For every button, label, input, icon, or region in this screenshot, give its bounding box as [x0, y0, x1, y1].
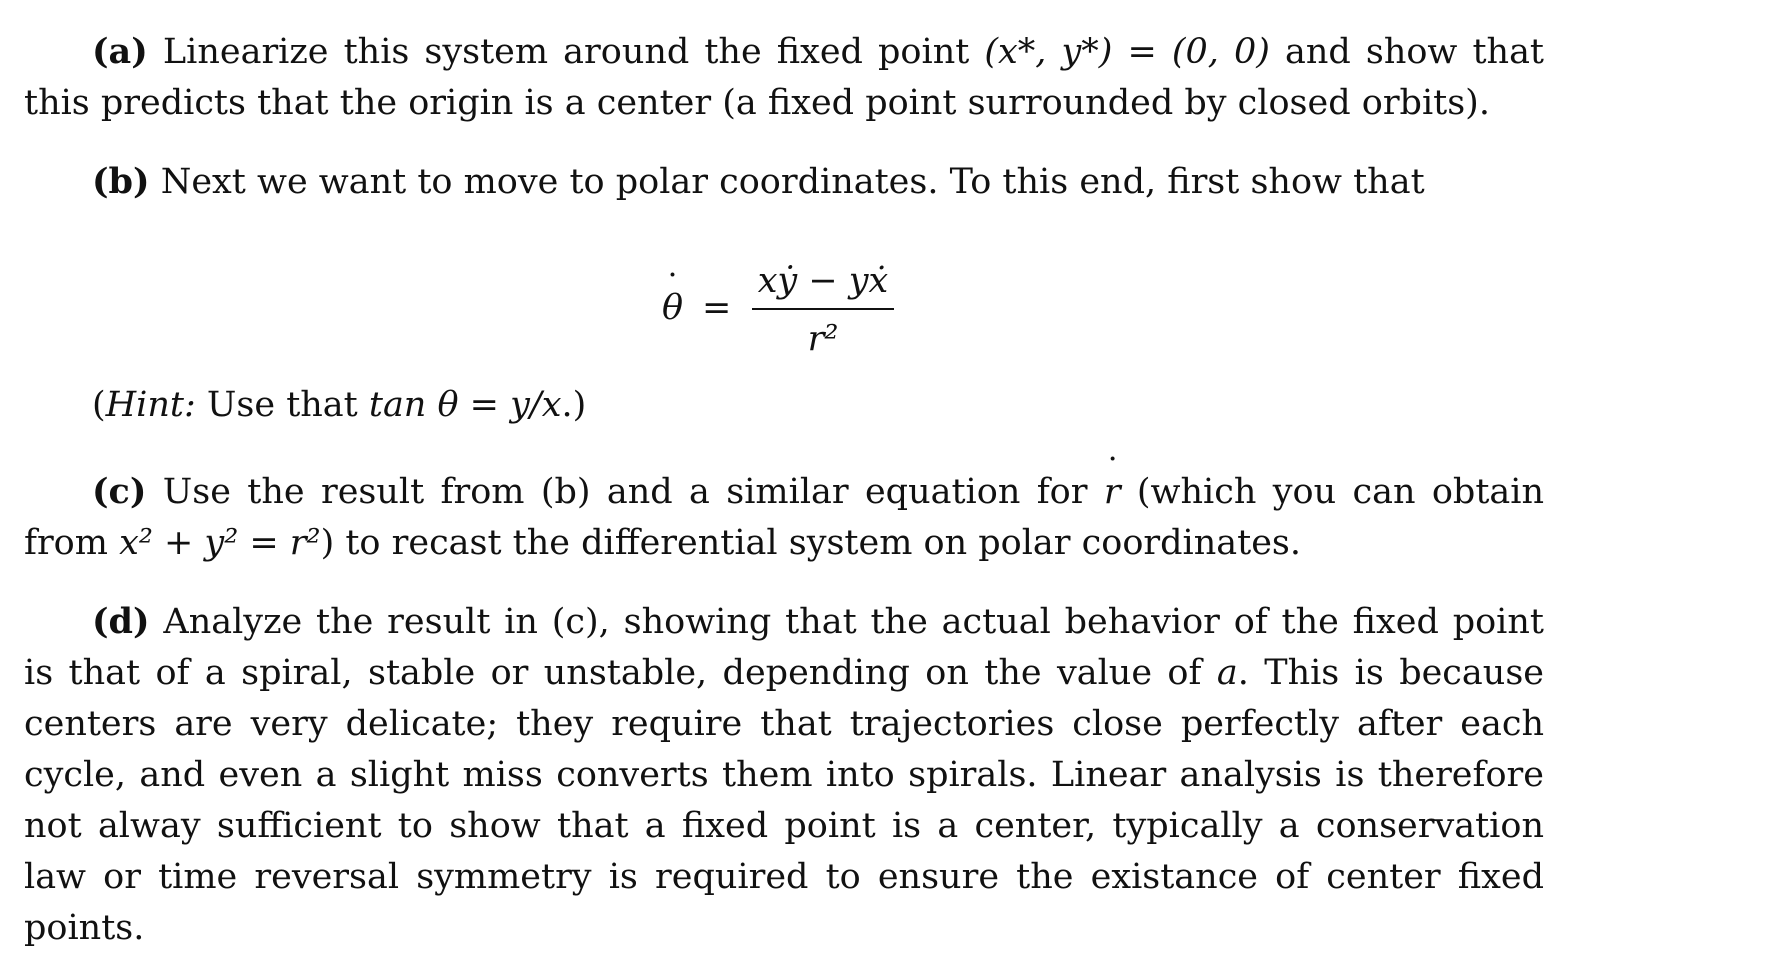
hint-close: .)	[561, 385, 587, 425]
part-d-label: (d)	[92, 601, 150, 642]
part-c-paragraph	[24, 466, 1544, 569]
part-d-text-1: Analyze the result in (c), showing that the actual behavior of the fixed point is that of a spiral, stable or unstable, depending on the value of	[24, 602, 1544, 693]
part-c-text-1: Use the result from (b) and a similar equation for	[146, 472, 1104, 512]
part-d-paragraph	[24, 596, 1544, 954]
part-a-text-1: Linearize this system around the fixed point	[147, 32, 985, 72]
part-a-paragraph	[24, 26, 1544, 129]
hint-open-paren: (	[92, 385, 106, 425]
part-c-text-2: (which you can obtain from	[24, 472, 1544, 563]
fraction-bar	[752, 308, 894, 310]
equation-fraction	[752, 258, 894, 362]
part-a-label: (a)	[92, 31, 148, 72]
part-c-r-dot-math: r ˙	[1104, 467, 1121, 518]
part-d-text-2: . This is because centers are very delicate; they require that trajectories close perfectly after each cycle, and even a slight miss converts them into spirals. Linear analysis is therefore not alway sufficient to show that a fixed point is a center, typically a conservation law or time reversal symmetry is required to ensure the existance of center fixed points.	[24, 653, 1544, 948]
hint-label: Hint:	[105, 385, 196, 425]
equation-numerator: xẏ − yẋ	[757, 261, 889, 301]
hint-math: tan θ = y/x	[368, 385, 562, 425]
part-c-label: (c)	[92, 471, 147, 512]
hint-text: Use that	[195, 385, 369, 425]
part-c-text-3: ) to recast the differential system on polar coordinates.	[320, 523, 1302, 563]
part-c-polar-math: x² + y² = r²	[119, 523, 321, 563]
part-b-text: Next we want to move to polar coordinates. To this end, first show that	[149, 162, 1425, 202]
hint-line	[92, 380, 586, 431]
equation-equals: =	[702, 288, 732, 328]
part-a-fixed-point-math: (x*, y*) = (0, 0)	[984, 32, 1270, 72]
equation-lhs: θ ˙	[662, 288, 683, 328]
equation-denominator: r²	[807, 319, 839, 359]
part-a-text-2: and show that this predicts that the origin is a center (a fixed point surrounded by closed orbits).	[24, 32, 1544, 123]
part-b-paragraph	[24, 156, 1544, 208]
part-b-label: (b)	[92, 161, 150, 202]
theta-dot-equation	[0, 258, 1765, 368]
part-d-parameter-a: a	[1216, 653, 1238, 693]
